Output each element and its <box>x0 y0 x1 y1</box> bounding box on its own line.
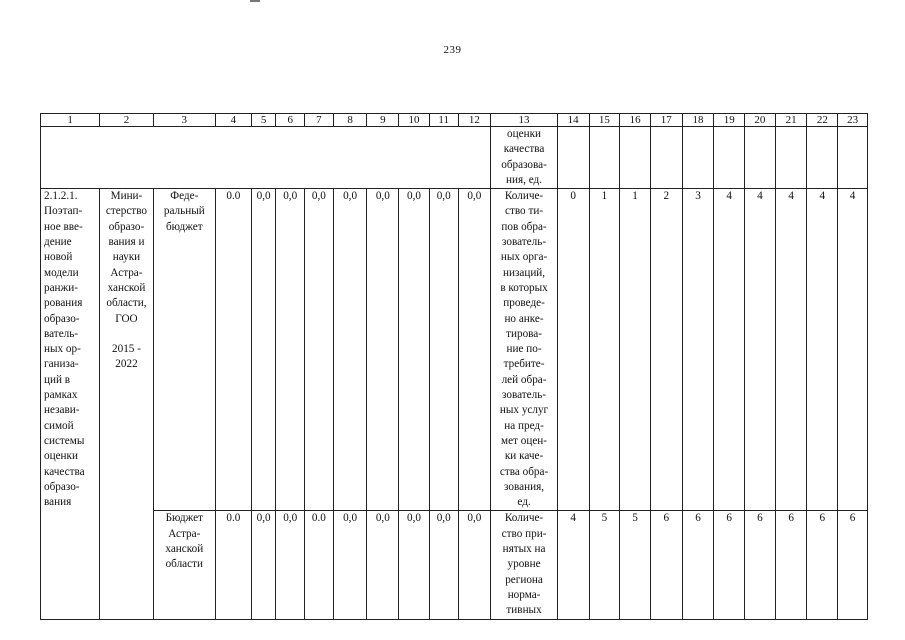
table-row-regional <box>41 511 868 619</box>
column-number: 11 <box>429 114 458 127</box>
column-number: 1 <box>41 114 100 127</box>
column-number: 13 <box>491 114 558 127</box>
finance-cell: 0,0 <box>429 189 458 511</box>
indicator-value-cell: 5 <box>589 511 620 619</box>
indicator-value-cell: 4 <box>557 511 589 619</box>
finance-cell: 0,0 <box>458 189 491 511</box>
empty-cell <box>745 127 776 189</box>
empty-cell <box>650 127 682 189</box>
column-number: 18 <box>682 114 714 127</box>
empty-cell <box>589 127 620 189</box>
column-number: 23 <box>838 114 868 127</box>
empty-cell <box>557 127 589 189</box>
continuation-indicator-cell: оценки качества образова- ния, ед. <box>491 127 558 189</box>
indicator-value-cell: 6 <box>745 511 776 619</box>
indicator-value-cell: 6 <box>838 511 868 619</box>
column-number: 4 <box>216 114 252 127</box>
indicator-value-cell: 4 <box>714 189 745 511</box>
column-number: 6 <box>276 114 305 127</box>
indicator-value-cell: 5 <box>620 511 651 619</box>
indicator-value-cell: 4 <box>807 189 838 511</box>
indicator-value-cell: 6 <box>682 511 714 619</box>
column-number: 10 <box>399 114 430 127</box>
page-number: 239 <box>443 44 462 56</box>
indicator-value-cell: 3 <box>682 189 714 511</box>
activity-name-cell: 2.1.2.1. Поэтап- ное вве- дение новой модели ранжи- рования образо- ватель- ных ор- ганиза- ций в рамках незави- симой системы оценки качества образо- вания <box>41 189 100 619</box>
finance-cell: 0.0 <box>305 511 334 619</box>
continuation-empty-cell <box>41 127 491 189</box>
indicator-value-cell: 4 <box>775 189 807 511</box>
indicator-value-cell: 4 <box>745 189 776 511</box>
column-number: 22 <box>807 114 838 127</box>
empty-cell <box>620 127 651 189</box>
finance-cell: 0,0 <box>399 189 430 511</box>
empty-cell <box>775 127 807 189</box>
finance-cell: 0,0 <box>333 189 367 511</box>
finance-cell: 0,0 <box>429 511 458 619</box>
column-number: 16 <box>620 114 651 127</box>
empty-cell <box>682 127 714 189</box>
scan-artifact <box>250 0 260 2</box>
table-row-federal <box>41 189 868 511</box>
program-table <box>40 113 868 620</box>
indicator-value-cell: 1 <box>620 189 651 511</box>
column-number-row <box>41 114 868 127</box>
column-number: 7 <box>305 114 334 127</box>
column-number: 17 <box>650 114 682 127</box>
indicator-value-cell: 6 <box>807 511 838 619</box>
finance-cell: 0.0 <box>216 189 252 511</box>
indicator-cell: Количе- ство ти- пов обра- зователь- ных орга- низаций, в которых проведе- но анке- тирова- ние по- требите- лей обра- зователь- ных услуг на пред- мет оцен- ки каче- ства обра- зования, ед. <box>491 189 558 511</box>
finance-cell: 0,0 <box>458 511 491 619</box>
executor-cell: Мини- стерство образо- вания и науки Астра- ханской области, ГОО 2015 - 2022 <box>100 189 153 619</box>
column-number: 3 <box>153 114 215 127</box>
column-number: 8 <box>333 114 367 127</box>
indicator-value-cell: 1 <box>589 189 620 511</box>
funding-source-cell: Феде- ральный бюджет <box>153 189 215 511</box>
indicator-value-cell: 0 <box>557 189 589 511</box>
empty-cell <box>714 127 745 189</box>
finance-cell: 0,0 <box>367 189 399 511</box>
indicator-value-cell: 6 <box>775 511 807 619</box>
column-number: 20 <box>745 114 776 127</box>
finance-cell: 0,0 <box>399 511 430 619</box>
column-number: 5 <box>251 114 276 127</box>
indicator-cell: Количе- ство при- нятых на уровне региона норма- тивных <box>491 511 558 619</box>
column-number: 15 <box>589 114 620 127</box>
indicator-value-cell: 4 <box>838 189 868 511</box>
finance-cell: 0,0 <box>251 189 276 511</box>
column-number: 12 <box>458 114 491 127</box>
column-number: 9 <box>367 114 399 127</box>
empty-cell <box>838 127 868 189</box>
finance-cell: 0,0 <box>333 511 367 619</box>
column-number: 2 <box>100 114 153 127</box>
continuation-row <box>41 127 868 189</box>
column-number: 14 <box>557 114 589 127</box>
finance-cell: 0,0 <box>276 511 305 619</box>
empty-cell <box>807 127 838 189</box>
finance-cell: 0,0 <box>305 189 334 511</box>
indicator-value-cell: 6 <box>714 511 745 619</box>
finance-cell: 0,0 <box>367 511 399 619</box>
funding-source-cell: Бюджет Астра- ханской области <box>153 511 215 619</box>
finance-cell: 0.0 <box>216 511 252 619</box>
column-number: 19 <box>714 114 745 127</box>
finance-cell: 0,0 <box>251 511 276 619</box>
column-number: 21 <box>775 114 807 127</box>
finance-cell: 0,0 <box>276 189 305 511</box>
indicator-value-cell: 6 <box>650 511 682 619</box>
indicator-value-cell: 2 <box>650 189 682 511</box>
